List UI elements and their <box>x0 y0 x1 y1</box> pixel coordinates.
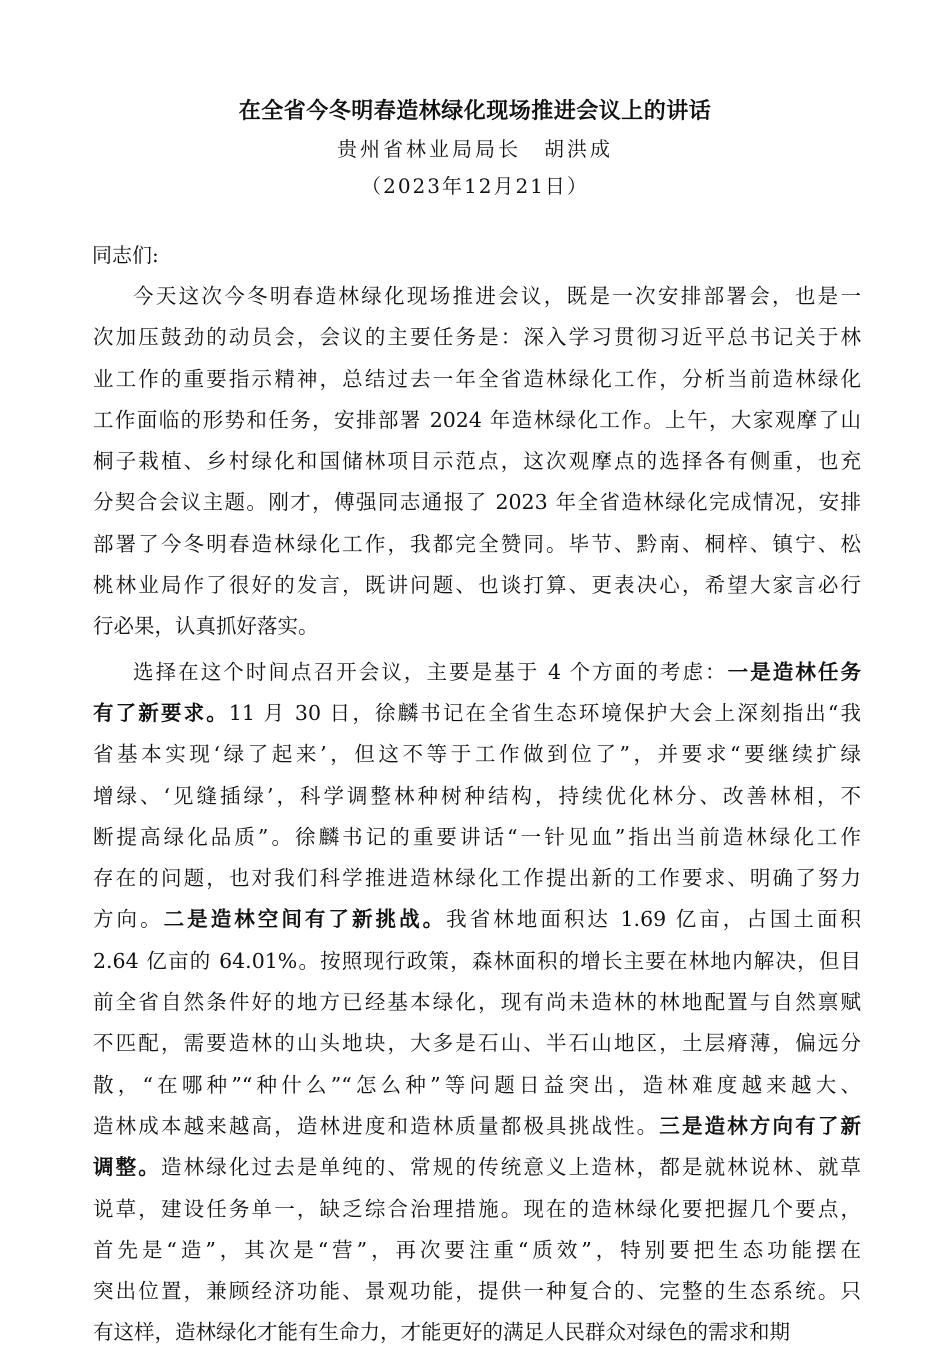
text-line <box>93 404 861 445</box>
text-line <box>93 486 861 527</box>
text-line <box>93 903 861 944</box>
text-line <box>93 780 861 821</box>
text-run: 断提高绿化品质”。徐麟书记的重要讲话“一针见血”指出当前造林绿化工作 <box>93 824 861 849</box>
speech-date: （2023年12月21日） <box>361 174 589 198</box>
paragraph <box>93 280 861 652</box>
text-run: 行必果，认真抓好落实。 <box>93 614 319 639</box>
text-line <box>93 445 861 486</box>
text-run: 我省林地面积达 1.69 亿亩，占国土面积 <box>446 907 861 932</box>
bold-emphasis: 有了新要求。 <box>93 700 229 725</box>
text-run: 业工作的重要指示精神，总结过去一年全省造林绿化工作，分析当前造林绿化 <box>93 366 861 391</box>
document-title: 在全省今冬明春造林绿化现场推进会议上的讲话 <box>238 98 712 124</box>
text-run: 首先是“造”，其次是“营”，再次要注重“质效”，特别要把生态功能摆在 <box>93 1237 861 1262</box>
text-line <box>93 945 861 986</box>
text-line <box>93 1193 861 1234</box>
speaker-line: 贵州省林业局局长 胡洪成 <box>337 137 613 161</box>
text-run: 工作面临的形势和任务，安排部署 2024 年造林绿化工作。上午，大家观摩了山 <box>93 407 861 432</box>
bold-emphasis: 二是造林空间有了新挑战。 <box>163 907 447 932</box>
text-run: 前全省自然条件好的地方已经基本绿化，现有尚未造林的林地配置与自然禀赋 <box>93 990 861 1015</box>
text-run: 不匹配，需要造林的山头地块，大多是石山、半石山地区，土层瘠薄，偏远分 <box>93 1031 861 1056</box>
document-body <box>93 280 861 1358</box>
text-run: 2.64 亿亩的 64.01%。按照现行政策，森林面积的增长主要在林地内解决，但目 <box>93 948 861 973</box>
text-run: 增绿、‘见缝插绿’，科学调整林种树种结构，持续优化林分、改善林相，不 <box>93 783 861 808</box>
text-run: 选择在这个时间点召开会议，主要是基于 4 个方面的考虑： <box>133 659 728 684</box>
text-run: 造林绿化过去是单纯的、常规的传统意义上造林，都是就林说林、就草 <box>160 1155 861 1180</box>
text-line <box>93 321 861 362</box>
text-run: 有这样，造林绿化才能有生命力，才能更好的满足人民群众对绿色的需求和期 <box>93 1320 790 1345</box>
text-run: 11 月 30 日，徐麟书记在全省生态环境保护大会上深刻指出“我 <box>228 700 861 725</box>
text-line <box>93 528 861 569</box>
text-line <box>93 986 861 1027</box>
text-line <box>93 569 861 610</box>
text-run: 部署了今冬明春造林绿化工作，我都完全赞同。毕节、黔南、桐梓、镇宁、松 <box>93 531 861 556</box>
text-line <box>93 280 861 321</box>
text-run: 说草，建设任务单一，缺乏综合治理措施。现在的造林绿化要把握几个要点， <box>93 1196 861 1221</box>
text-run: 存在的问题，也对我们科学推进造林绿化工作提出新的工作要求、明确了努力 <box>93 866 861 891</box>
bold-emphasis: 三是造林方向有了新 <box>659 1113 861 1138</box>
text-line <box>93 363 861 404</box>
text-line <box>93 610 861 651</box>
text-run: 今天这次今冬明春造林绿化现场推进会议，既是一次安排部署会，也是一 <box>133 284 861 308</box>
text-line <box>93 697 861 738</box>
text-line <box>93 821 861 862</box>
text-line <box>93 1027 861 1068</box>
text-line <box>93 1151 861 1192</box>
text-run: 桐子栽植、乡村绿化和国储林项目示范点，这次观摩点的选择各有侧重，也充 <box>93 449 861 474</box>
text-line <box>93 738 861 779</box>
text-run: 桃林业局作了很好的发言，既讲问题、也谈打算、更表决心，希望大家言必行 <box>93 573 861 598</box>
bold-emphasis: 调整。 <box>93 1155 161 1180</box>
text-run: 次加压鼓劲的动员会，会议的主要任务是：深入学习贯彻习近平总书记关于林 <box>93 325 861 350</box>
text-line <box>93 656 861 697</box>
bold-emphasis: 一是造林任务 <box>727 659 861 684</box>
text-run: 方向。 <box>93 907 164 932</box>
salutation: 同志们: <box>92 243 159 267</box>
text-line <box>93 1110 861 1151</box>
text-run: 突出位置，兼顾经济功能、景观功能，提供一种复合的、完整的生态系统。只 <box>93 1279 861 1304</box>
text-line <box>93 1234 861 1275</box>
text-run: 造林成本越来越高，造林进度和造林质量都极具挑战性。 <box>93 1113 660 1138</box>
text-line <box>93 862 861 903</box>
text-run: 分契合会议主题。刚才，傅强同志通报了 2023 年全省造林绿化完成情况，安排 <box>93 490 861 515</box>
text-line <box>93 1275 861 1316</box>
text-run: 省基本实现‘绿了起来’，但这不等于工作做到位了”，并要求“要继续扩绿 <box>93 742 861 767</box>
paragraph <box>93 656 861 1358</box>
text-line <box>93 1069 861 1110</box>
text-line <box>93 1316 861 1357</box>
text-run: 散，“在哪种”“种什么”“怎么种”等问题日益突出，造林难度越来越大、 <box>93 1072 861 1097</box>
